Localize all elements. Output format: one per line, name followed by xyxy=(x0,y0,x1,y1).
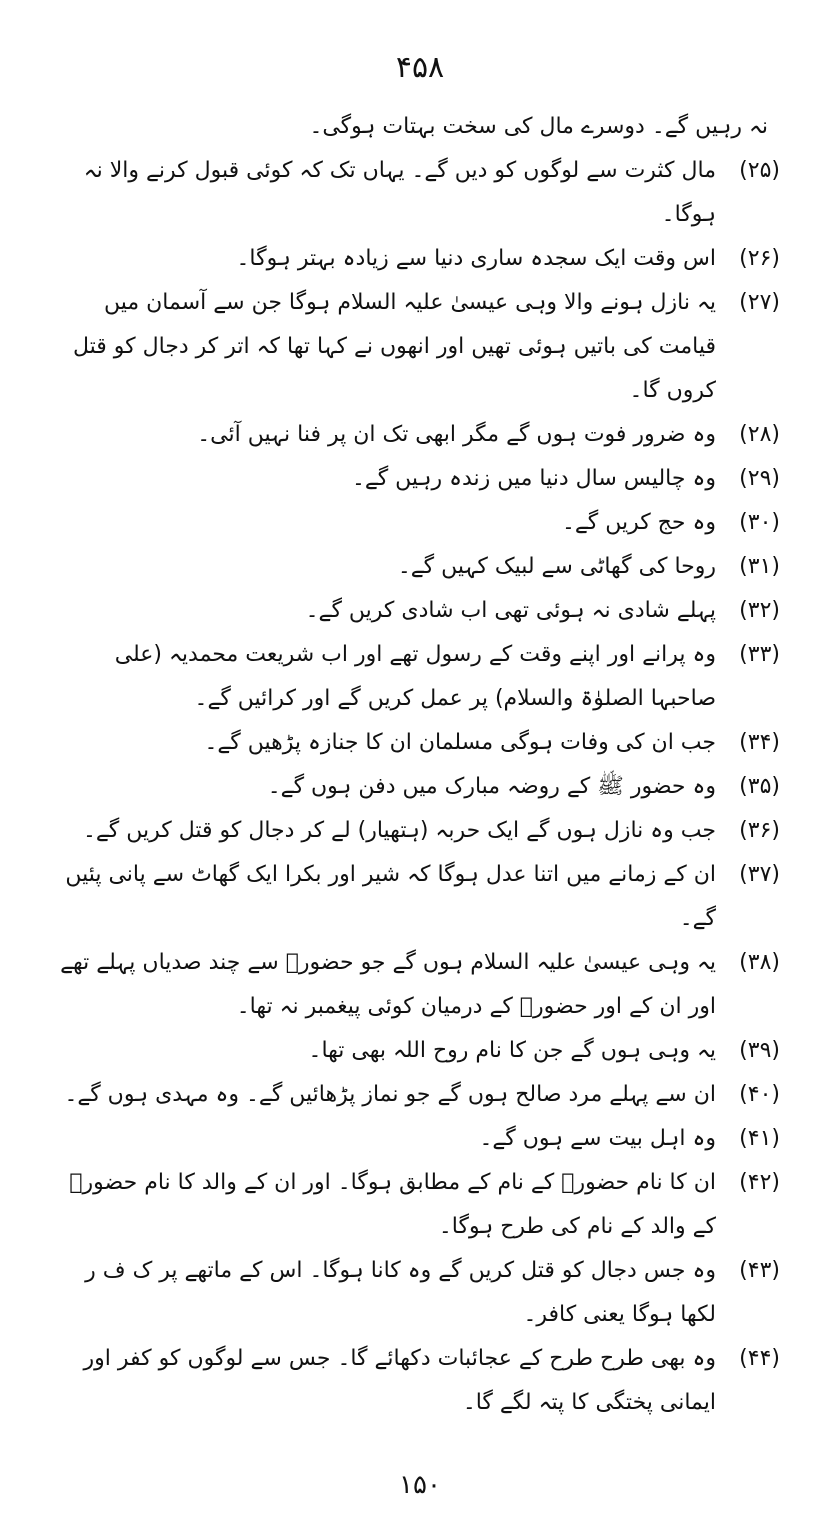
item-number: (۳۵) xyxy=(739,774,780,799)
item-text: وہ جس دجال کو قتل کریں گے وہ کانا ہوگا۔ اس کے ماتھے پر ک ف ر لکھا ہوگا یعنی کافر۔ xyxy=(85,1258,716,1327)
list-item-43 xyxy=(50,1249,780,1337)
item-number: (۴۰) xyxy=(739,1082,780,1107)
list-item-30 xyxy=(50,501,780,545)
page-number-bottom: ۱۵۰ xyxy=(399,1470,441,1500)
list-item-25 xyxy=(50,149,780,237)
item-number: (۳۸) xyxy=(739,950,780,975)
list-item-32 xyxy=(50,589,780,633)
list-item-35 xyxy=(50,765,780,809)
item-number: (۲۸) xyxy=(739,422,780,447)
item-text: روحا کی گھاٹی سے لبیک کہیں گے۔ xyxy=(397,554,716,579)
item-number: (۳۳) xyxy=(739,642,780,667)
item-text: یہ وہی ہوں گے جن کا نام روح اللہ بھی تھا۔ xyxy=(308,1038,716,1063)
list-item-28 xyxy=(50,413,780,457)
item-text: وہ حضور ﷺ کے روضہ مبارک میں دفن ہوں گے۔ xyxy=(267,774,716,799)
item-text: ان کے زمانے میں اتنا عدل ہوگا کہ شیر اور بکرا ایک گھاٹ سے پانی پئیں گے۔ xyxy=(65,862,716,931)
item-number: (۳۱) xyxy=(739,554,780,579)
list-item-44 xyxy=(50,1337,780,1425)
item-number: (۲۹) xyxy=(739,466,780,491)
item-text: جب ان کی وفات ہوگی مسلمان ان کا جنازہ پڑھیں گے۔ xyxy=(204,730,716,755)
list-item-26 xyxy=(50,237,780,281)
list-item-40 xyxy=(50,1073,780,1117)
item-text: وہ حج کریں گے۔ xyxy=(561,510,716,535)
item-number: (۳۶) xyxy=(739,818,780,843)
item-number: (۴۴) xyxy=(739,1346,780,1371)
list-item-36 xyxy=(50,809,780,853)
page-body xyxy=(50,105,780,1425)
item-text: ان کا نام حضورؐ کے نام کے مطابق ہوگا۔ اور ان کے والد کا نام حضورؐ کے والد کے نام کی طرح ہوگا۔ xyxy=(69,1170,716,1239)
item-text: وہ ضرور فوت ہوں گے مگر ابھی تک ان پر فنا نہیں آئی۔ xyxy=(197,422,716,447)
lead-line xyxy=(50,105,780,149)
list-item-29 xyxy=(50,457,780,501)
item-text: وہ چالیس سال دنیا میں زندہ رہیں گے۔ xyxy=(351,466,716,491)
list-item-38 xyxy=(50,941,780,1029)
list-item-39 xyxy=(50,1029,780,1073)
item-number: (۲۶) xyxy=(739,246,780,271)
page-number-top: ۴۵۸ xyxy=(395,50,445,85)
item-text: ان سے پہلے مرد صالح ہوں گے جو نماز پڑھائیں گے۔ وہ مہدی ہوں گے۔ xyxy=(64,1082,716,1107)
item-number: (۳۹) xyxy=(739,1038,780,1063)
list-item-33 xyxy=(50,633,780,721)
item-number: (۲۷) xyxy=(739,290,780,315)
item-text: وہ اہل بیت سے ہوں گے۔ xyxy=(479,1126,716,1151)
item-number: (۴۳) xyxy=(739,1258,780,1283)
item-text: جب وہ نازل ہوں گے ایک حربہ (ہتھیار) لے کر دجال کو قتل کریں گے۔ xyxy=(83,818,716,843)
item-text: اس وقت ایک سجدہ ساری دنیا سے زیادہ بہتر ہوگا۔ xyxy=(236,246,716,271)
item-number: (۴۱) xyxy=(739,1126,780,1151)
lead-text: نہ رہیں گے۔ دوسرے مال کی سخت بہتات ہوگی۔ xyxy=(309,114,768,139)
item-number: (۴۲) xyxy=(739,1170,780,1195)
item-number: (۳۰) xyxy=(739,510,780,535)
list-item-31 xyxy=(50,545,780,589)
list-item-41 xyxy=(50,1117,780,1161)
item-text: یہ نازل ہونے والا وہی عیسیٰ علیہ السلام ہوگا جن سے آسمان میں قیامت کی باتیں ہوئی تھیں اور انھوں نے کہا تھا کہ اتر کر دجال کو قتل کروں گا۔ xyxy=(72,290,716,403)
list-item-34 xyxy=(50,721,780,765)
list-item-37 xyxy=(50,853,780,941)
list-item-27 xyxy=(50,281,780,413)
item-text: یہ وہی عیسیٰ علیہ السلام ہوں گے جو حضورؐ سے چند صدیاں پہلے تھے اور ان کے اور حضورؐ کے درمیان کوئی پیغمبر نہ تھا۔ xyxy=(60,950,716,1019)
item-text: پہلے شادی نہ ہوئی تھی اب شادی کریں گے۔ xyxy=(305,598,716,623)
list-item-42 xyxy=(50,1161,780,1249)
item-text: مال کثرت سے لوگوں کو دیں گے۔ یہاں تک کہ کوئی قبول کرنے والا نہ ہوگا۔ xyxy=(83,158,716,227)
item-number: (۳۲) xyxy=(739,598,780,623)
item-number: (۳۴) xyxy=(739,730,780,755)
item-number: (۳۷) xyxy=(739,862,780,887)
item-text: وہ بھی طرح طرح کے عجائبات دکھائے گا۔ جس سے لوگوں کو کفر اور ایمانی پختگی کا پتہ لگے گا۔ xyxy=(83,1346,716,1415)
item-number: (۲۵) xyxy=(739,158,780,183)
item-text: وہ پرانے اور اپنے وقت کے رسول تھے اور اب شریعت محمدیہ (علی صاحبہا الصلوٰۃ والسلام) پر عمل کریں گے اور کرائیں گے۔ xyxy=(114,642,716,711)
